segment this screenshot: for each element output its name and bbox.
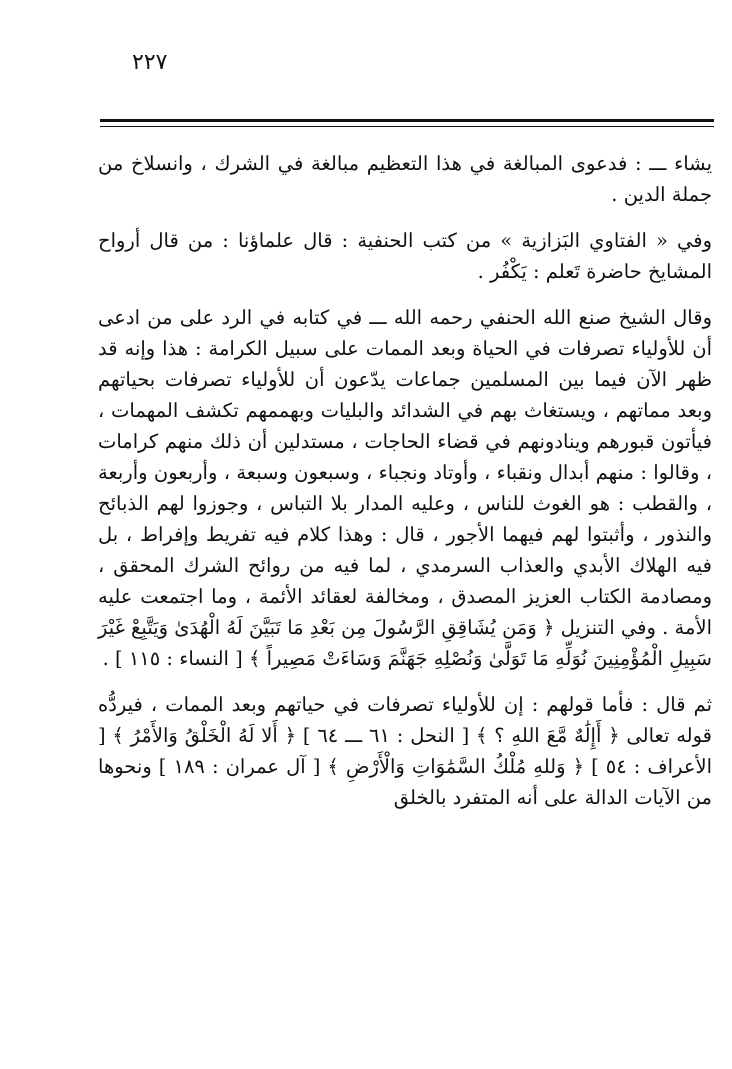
- header-rule-thin: [100, 126, 714, 127]
- header-rule-thick: [100, 119, 714, 122]
- paragraph-1: يشاء ـــ : فدعوى المبالغة في هذا التعظيم مبالغة في الشرك ، وانسلاخ من جملة الدين .: [98, 152, 712, 206]
- paragraph-4: ثم قال : فأما قولهم : إن للأولياء تصرفات في حياتهم وبعد الممات ، فيردُّه قوله تعالى ﴿ أَإِلَٰهٌ مَّعَ اللهِ ؟ ﴾ [ النحل : ٦١ ـــ ٦٤ ] ﴿ أَلا لَهُ الْخَلْقُ وَالأَمْرُ ﴾ [ الأعراف : ٥٤ ] ﴿ وَللهِ مُلْكُ السَّمَٰوَاتِ وَالْأَرْضِ ﴾ [ آل عمران : ١٨٩ ] ونحوها من الآيات الدالة على أنه المتفرد بالخلق: [98, 693, 712, 809]
- page-body: [98, 148, 712, 813]
- paragraph-3: وقال الشيخ صنع الله الحنفي رحمه الله ـــ في كتابه في الرد على من ادعى أن للأولياء تصرفات في الحياة وبعد الممات على سبيل الكرامة : هذا وإنه قد ظهر الآن فيما بين المسلمين جماعات يدّعون أن للأولياء تصرفات بحياتهم وبعد مماتهم ، ويستغاث بهم في الشدائد والبليات وبهممهم تكشف المهمات ، فيأتون قبورهم وينادونهم في قضاء الحاجات ، مستدلين أن ذلك منهم كرامات ، وقالوا : منهم أبدال ونقباء ، وأوتاد ونجباء ، وسبعون وسبعة ، وأربعون وأربعة ، والقطب : هو الغوث للناس ، وعليه المدار بلا التباس ، وجوزوا لهم الذبائح والنذور ، وأثبتوا لهم فيهما الأجور ، قال : وهذا كلام فيه تفريط وإفراط ، بل فيه الهلاك الأبدي والعذاب السرمدي ، لما فيه من روائح الشرك المحقق ، ومصادمة الكتاب العزيز المصدق ، ومخالفة لعقائد الأئمة ، وما اجتمعت عليه الأمة . وفي التنزيل ﴿ وَمَن يُشَاقِقِ الرَّسُولَ مِن بَعْدِ مَا تَبَيَّنَ لَهُ الْهُدَىٰ وَيَتَّبِعْ غَيْرَ سَبِيلِ الْمُؤْمِنِينَ نُوَلِّهِ مَا تَوَلَّىٰ وَنُصْلِهِ جَهَنَّمَ وَسَاءَتْ مَصِيراً ﴾ [ النساء : ١١٥ ] .: [98, 306, 712, 670]
- paragraph-2: وفي « الفتاوي البَزازية » من كتب الحنفية : قال علماؤنا : من قال أرواح المشايخ حاضرة تَعلم : يَكْفُر .: [98, 229, 712, 283]
- page-number: ٢٢٧: [132, 50, 168, 75]
